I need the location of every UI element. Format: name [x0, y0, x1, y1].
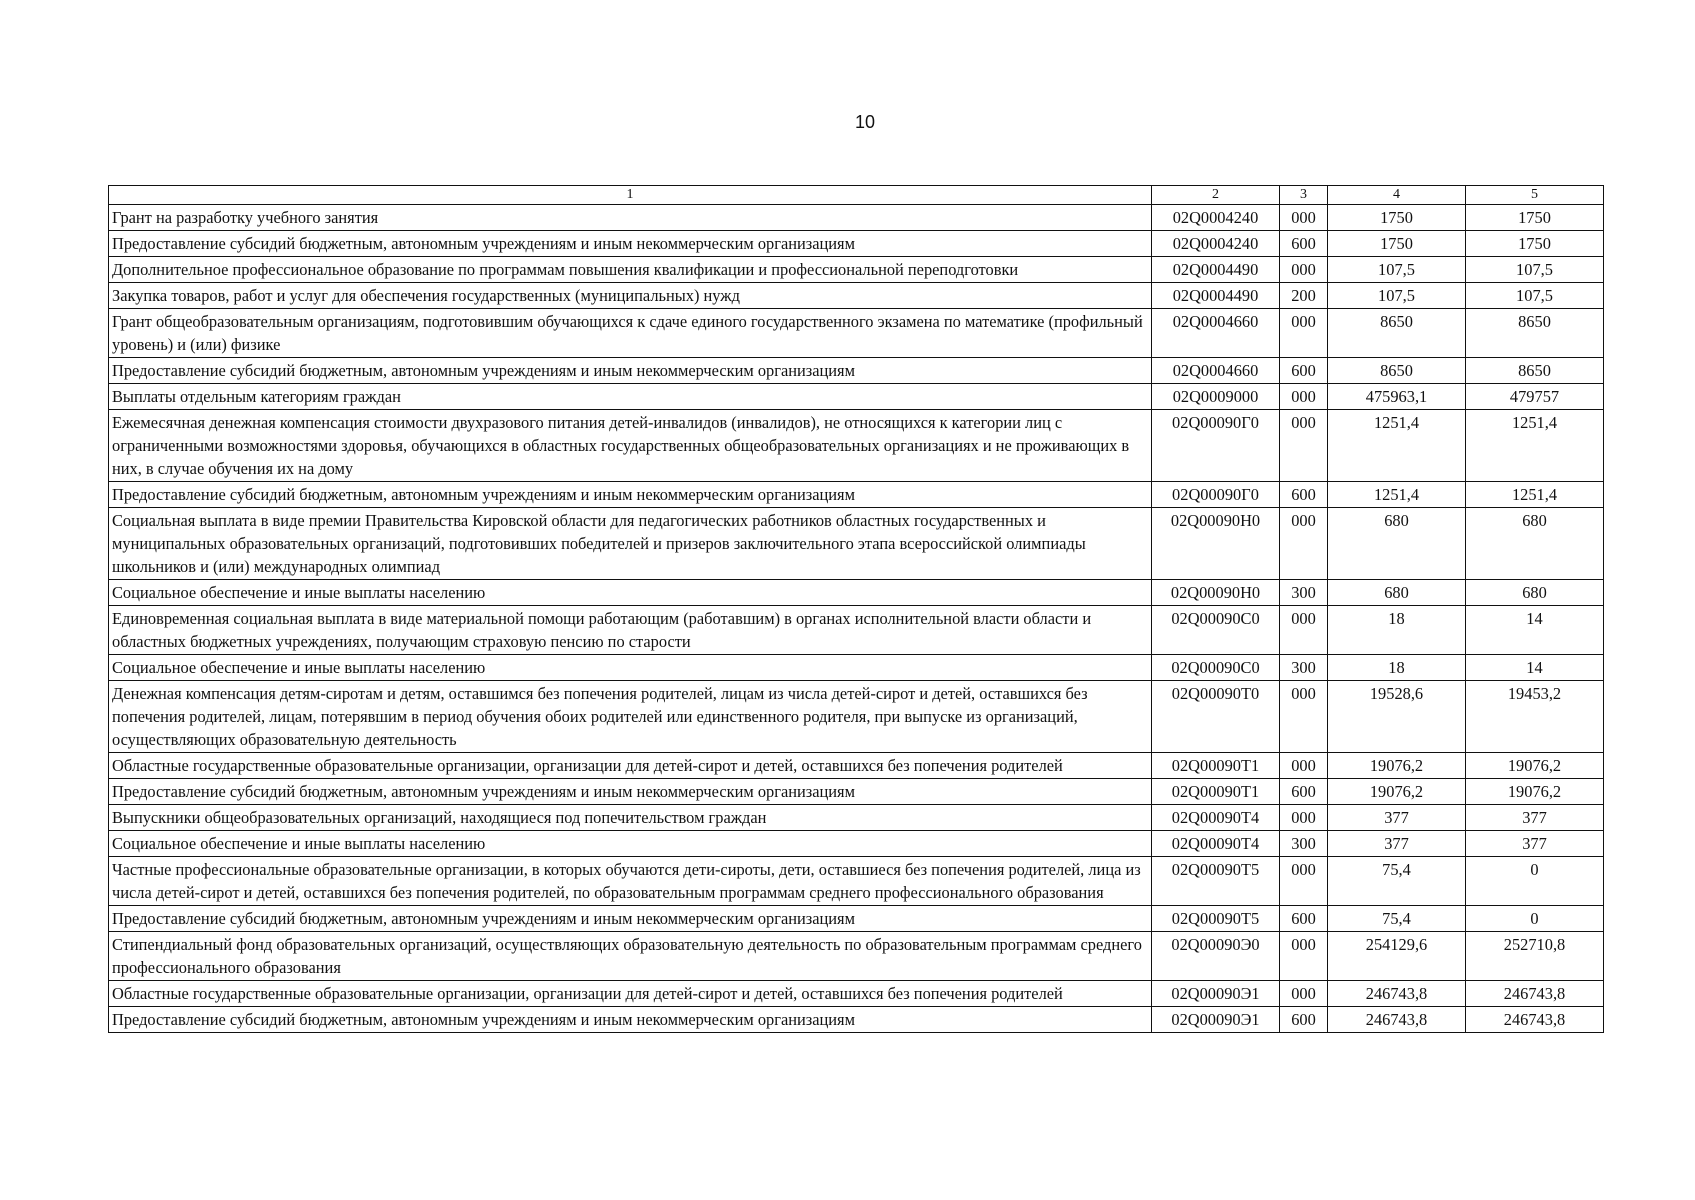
row-value-col4-cell: 19076,2	[1328, 753, 1466, 779]
row-code-cell: 02Q00090С0	[1152, 655, 1280, 681]
row-name-cell: Денежная компенсация детям-сиротам и детям, оставшимся без попечения родителей, лицам из числа детей-сирот и детей, оставшихся без попечения родителей, лицам, потерявшим в период обучения обоих родителей или единственного родителя, при выпуске из организаций, осуществляющих образовательную деятельность	[109, 681, 1152, 753]
row-code-cell: 02Q00090Т5	[1152, 906, 1280, 932]
row-code-cell: 02Q00090Т5	[1152, 857, 1280, 906]
page-number: 10	[854, 112, 876, 132]
row-value-col5-cell: 107,5	[1466, 283, 1604, 309]
row-value-col5-cell: 479757	[1466, 384, 1604, 410]
row-code-cell: 02Q00090Э0	[1152, 932, 1280, 981]
table-row	[109, 257, 1604, 283]
row-expense-type-cell: 000	[1280, 681, 1328, 753]
row-value-col5-cell: 19076,2	[1466, 753, 1604, 779]
row-expense-type-cell: 000	[1280, 309, 1328, 358]
row-value-col4-cell: 246743,8	[1328, 981, 1466, 1007]
row-code-cell: 02Q0004490	[1152, 257, 1280, 283]
row-expense-type-cell: 200	[1280, 283, 1328, 309]
row-code-cell: 02Q00090Т0	[1152, 681, 1280, 753]
table-row	[109, 932, 1604, 981]
header-col-1: 1	[109, 186, 1152, 205]
table-row	[109, 681, 1604, 753]
row-value-col5-cell: 1750	[1466, 205, 1604, 231]
row-name-cell: Единовременная социальная выплата в виде материальной помощи работающим (работавшим) в органах исполнительной власти области и областных бюджетных учреждениях, получающим страховую пенсию по старости	[109, 606, 1152, 655]
row-value-col4-cell: 75,4	[1328, 857, 1466, 906]
row-value-col4-cell: 8650	[1328, 358, 1466, 384]
table-row	[109, 857, 1604, 906]
row-expense-type-cell: 300	[1280, 655, 1328, 681]
table-row	[109, 283, 1604, 309]
row-code-cell: 02Q0004660	[1152, 358, 1280, 384]
row-code-cell: 02Q00090С0	[1152, 606, 1280, 655]
row-name-cell: Социальная выплата в виде премии Правительства Кировской области для педагогических работников областных государственных и муниципальных образовательных организаций, подготовивших победителей и призеров заключительного этапа всероссийской олимпиады школьников и (или) международных олимпиад	[109, 508, 1152, 580]
row-name-cell: Дополнительное профессиональное образование по программам повышения квалификации и профессиональной переподготовки	[109, 257, 1152, 283]
row-name-cell: Предоставление субсидий бюджетным, автономным учреждениям и иным некоммерческим организациям	[109, 358, 1152, 384]
row-name-cell: Предоставление субсидий бюджетным, автономным учреждениям и иным некоммерческим организациям	[109, 231, 1152, 257]
row-expense-type-cell: 600	[1280, 1007, 1328, 1033]
row-code-cell: 02Q0004660	[1152, 309, 1280, 358]
row-expense-type-cell: 000	[1280, 753, 1328, 779]
row-name-cell: Предоставление субсидий бюджетным, автономным учреждениям и иным некоммерческим организациям	[109, 482, 1152, 508]
row-expense-type-cell: 000	[1280, 932, 1328, 981]
row-expense-type-cell: 000	[1280, 805, 1328, 831]
row-expense-type-cell: 000	[1280, 508, 1328, 580]
row-value-col5-cell: 377	[1466, 831, 1604, 857]
row-name-cell: Областные государственные образовательные организации, организации для детей-сирот и детей, оставшихся без попечения родителей	[109, 981, 1152, 1007]
row-value-col4-cell: 680	[1328, 580, 1466, 606]
table-row	[109, 606, 1604, 655]
row-expense-type-cell: 600	[1280, 231, 1328, 257]
row-code-cell: 02Q00090Г0	[1152, 410, 1280, 482]
row-value-col4-cell: 19076,2	[1328, 779, 1466, 805]
row-code-cell: 02Q00090Т4	[1152, 831, 1280, 857]
row-expense-type-cell: 600	[1280, 906, 1328, 932]
row-value-col4-cell: 475963,1	[1328, 384, 1466, 410]
row-name-cell: Социальное обеспечение и иные выплаты населению	[109, 580, 1152, 606]
row-name-cell: Выплаты отдельным категориям граждан	[109, 384, 1152, 410]
table-row	[109, 482, 1604, 508]
table-row	[109, 805, 1604, 831]
row-value-col5-cell: 14	[1466, 655, 1604, 681]
row-name-cell: Областные государственные образовательные организации, организации для детей-сирот и детей, оставшихся без попечения родителей	[109, 753, 1152, 779]
row-expense-type-cell: 000	[1280, 384, 1328, 410]
header-row	[109, 186, 1604, 205]
row-value-col5-cell: 0	[1466, 906, 1604, 932]
row-value-col4-cell: 18	[1328, 606, 1466, 655]
table-row	[109, 655, 1604, 681]
row-value-col4-cell: 1750	[1328, 231, 1466, 257]
row-value-col4-cell: 377	[1328, 805, 1466, 831]
table-row	[109, 981, 1604, 1007]
row-code-cell: 02Q00090Т4	[1152, 805, 1280, 831]
row-expense-type-cell: 000	[1280, 205, 1328, 231]
row-value-col4-cell: 246743,8	[1328, 1007, 1466, 1033]
row-value-col5-cell: 0	[1466, 857, 1604, 906]
table-row	[109, 1007, 1604, 1033]
row-name-cell: Стипендиальный фонд образовательных организаций, осуществляющих образовательную деятельность по образовательным программам среднего профессионального образования	[109, 932, 1152, 981]
row-name-cell: Грант общеобразовательным организациям, подготовившим обучающихся к сдаче единого государственного экзамена по математике (профильный уровень) и (или) физике	[109, 309, 1152, 358]
table-row	[109, 358, 1604, 384]
row-value-col5-cell: 1750	[1466, 231, 1604, 257]
row-value-col5-cell: 680	[1466, 580, 1604, 606]
row-name-cell: Предоставление субсидий бюджетным, автономным учреждениям и иным некоммерческим организациям	[109, 779, 1152, 805]
row-value-col4-cell: 8650	[1328, 309, 1466, 358]
row-name-cell: Частные профессиональные образовательные организации, в которых обучаются дети-сироты, дети, оставшиеся без попечения родителей, лица из числа детей-сирот и детей, оставшихся без попечения родителей, по образовательным программам среднего профессионального образования	[109, 857, 1152, 906]
row-expense-type-cell: 000	[1280, 981, 1328, 1007]
row-value-col4-cell: 254129,6	[1328, 932, 1466, 981]
row-value-col4-cell: 107,5	[1328, 257, 1466, 283]
row-value-col4-cell: 1750	[1328, 205, 1466, 231]
header-col-4: 4	[1328, 186, 1466, 205]
row-value-col4-cell: 1251,4	[1328, 410, 1466, 482]
row-code-cell: 02Q00090Н0	[1152, 580, 1280, 606]
row-expense-type-cell: 000	[1280, 606, 1328, 655]
row-value-col4-cell: 19528,6	[1328, 681, 1466, 753]
table-row	[109, 205, 1604, 231]
table-row	[109, 410, 1604, 482]
table-row	[109, 231, 1604, 257]
row-value-col5-cell: 14	[1466, 606, 1604, 655]
table-row	[109, 580, 1604, 606]
row-name-cell: Ежемесячная денежная компенсация стоимости двухразового питания детей-инвалидов (инвалидов), не относящихся к категории лиц с ограниченными возможностями здоровья, обучающихся в областных государственных общеобразовательных организациях и не проживающих в них, в случае обучения их на дому	[109, 410, 1152, 482]
row-expense-type-cell: 300	[1280, 831, 1328, 857]
row-expense-type-cell: 600	[1280, 358, 1328, 384]
row-name-cell: Социальное обеспечение и иные выплаты населению	[109, 655, 1152, 681]
row-expense-type-cell: 000	[1280, 857, 1328, 906]
row-value-col5-cell: 19076,2	[1466, 779, 1604, 805]
row-value-col5-cell: 107,5	[1466, 257, 1604, 283]
header-col-2: 2	[1152, 186, 1280, 205]
table-row	[109, 753, 1604, 779]
row-value-col5-cell: 246743,8	[1466, 1007, 1604, 1033]
row-value-col5-cell: 1251,4	[1466, 482, 1604, 508]
table-body	[109, 205, 1604, 1033]
row-value-col5-cell: 252710,8	[1466, 932, 1604, 981]
header-col-3: 3	[1280, 186, 1328, 205]
row-expense-type-cell: 000	[1280, 410, 1328, 482]
table-row	[109, 309, 1604, 358]
row-value-col5-cell: 1251,4	[1466, 410, 1604, 482]
row-value-col4-cell: 377	[1328, 831, 1466, 857]
row-value-col4-cell: 107,5	[1328, 283, 1466, 309]
row-name-cell: Социальное обеспечение и иные выплаты населению	[109, 831, 1152, 857]
row-code-cell: 02Q0009000	[1152, 384, 1280, 410]
row-value-col5-cell: 19453,2	[1466, 681, 1604, 753]
row-code-cell: 02Q00090Э1	[1152, 1007, 1280, 1033]
row-value-col5-cell: 680	[1466, 508, 1604, 580]
row-name-cell: Предоставление субсидий бюджетным, автономным учреждениям и иным некоммерческим организациям	[109, 1007, 1152, 1033]
budget-table	[108, 185, 1604, 1033]
header-col-5: 5	[1466, 186, 1604, 205]
row-name-cell: Выпускники общеобразовательных организаций, находящиеся под попечительством граждан	[109, 805, 1152, 831]
table-header	[109, 186, 1604, 205]
row-code-cell: 02Q0004240	[1152, 205, 1280, 231]
row-value-col4-cell: 75,4	[1328, 906, 1466, 932]
row-name-cell: Предоставление субсидий бюджетным, автономным учреждениям и иным некоммерческим организациям	[109, 906, 1152, 932]
row-expense-type-cell: 600	[1280, 482, 1328, 508]
row-value-col5-cell: 8650	[1466, 358, 1604, 384]
row-code-cell: 02Q0004240	[1152, 231, 1280, 257]
row-code-cell: 02Q00090Т1	[1152, 779, 1280, 805]
row-code-cell: 02Q00090Г0	[1152, 482, 1280, 508]
row-expense-type-cell: 300	[1280, 580, 1328, 606]
row-value-col4-cell: 1251,4	[1328, 482, 1466, 508]
row-name-cell: Грант на разработку учебного занятия	[109, 205, 1152, 231]
row-expense-type-cell: 000	[1280, 257, 1328, 283]
table-row	[109, 906, 1604, 932]
row-value-col5-cell: 246743,8	[1466, 981, 1604, 1007]
table-row	[109, 831, 1604, 857]
row-value-col4-cell: 680	[1328, 508, 1466, 580]
table-row	[109, 384, 1604, 410]
row-value-col4-cell: 18	[1328, 655, 1466, 681]
table-row	[109, 779, 1604, 805]
row-expense-type-cell: 600	[1280, 779, 1328, 805]
row-value-col5-cell: 8650	[1466, 309, 1604, 358]
row-code-cell: 02Q00090Н0	[1152, 508, 1280, 580]
row-value-col5-cell: 377	[1466, 805, 1604, 831]
row-code-cell: 02Q0004490	[1152, 283, 1280, 309]
row-code-cell: 02Q00090Т1	[1152, 753, 1280, 779]
row-name-cell: Закупка товаров, работ и услуг для обеспечения государственных (муниципальных) нужд	[109, 283, 1152, 309]
row-code-cell: 02Q00090Э1	[1152, 981, 1280, 1007]
table-row	[109, 508, 1604, 580]
